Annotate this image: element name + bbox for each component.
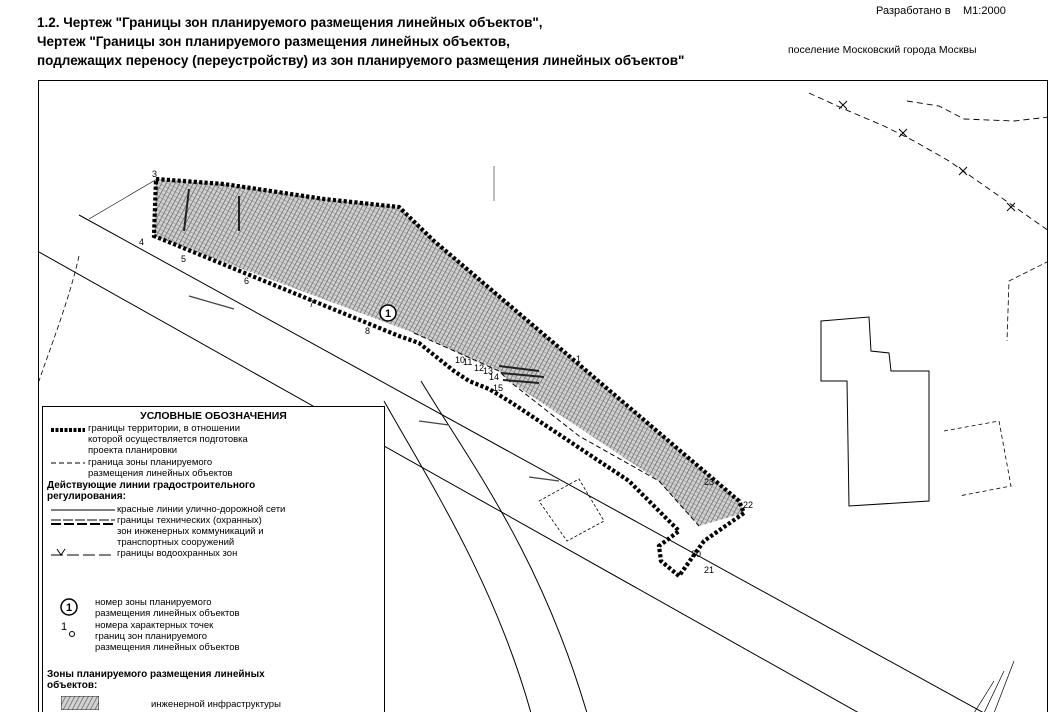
legend-points-line-2: границ зон планируемого xyxy=(95,631,208,642)
legend-infrastructure-label: инженерной инфраструктуры xyxy=(151,699,281,710)
legend-section-regulation-2: регулирования: xyxy=(47,491,126,502)
legend-territory-symbol xyxy=(51,427,85,433)
title-line-3: подлежащих переносу (переустройству) из зон планируемого размещения линейных объектов" xyxy=(37,53,685,68)
legend-zone-number-symbol xyxy=(59,597,79,617)
scale-label: М1:2000 xyxy=(963,5,1006,17)
point-label-10: 10 xyxy=(455,355,466,365)
legend-zone-boundary-line-2: размещения линейных объектов xyxy=(88,468,233,479)
settlement-label: поселение Московский города Москвы xyxy=(788,44,977,56)
title-line-1: 1.2. Чертеж "Границы зон планируемого размещения линейных объектов", xyxy=(37,15,543,30)
developed-in-label: Разработано в xyxy=(876,5,951,17)
small-structure xyxy=(539,479,604,541)
point-label-5: 5 xyxy=(181,254,187,264)
legend-technical-line-3: транспортных сооружений xyxy=(117,537,235,548)
legend-zone-boundary-line-1: граница зоны планируемого xyxy=(88,457,213,468)
legend-zone-number-line-1: номер зоны планируемого xyxy=(95,597,212,608)
legend-title: УСЛОВНЫЕ ОБОЗНАЧЕНИЯ xyxy=(140,410,287,422)
legend-points-line-3: размещения линейных объектов xyxy=(95,642,240,653)
legend-technical-symbol xyxy=(51,517,115,527)
point-label-6: 6 xyxy=(244,276,250,286)
legend-panel xyxy=(42,406,385,712)
zone-number-label: 1 xyxy=(384,308,392,320)
building-outline-2 xyxy=(944,421,1011,496)
curved-road xyxy=(384,401,531,712)
point-label-13: 13 xyxy=(483,366,494,376)
legend-section-zones-1: Зоны планируемого размещения линейных xyxy=(47,669,265,680)
legend-red-lines-symbol xyxy=(51,507,115,513)
legend-territory-line-2: которой осуществляется подготовка xyxy=(88,434,248,445)
building-outline-1 xyxy=(821,317,929,506)
legend-technical-line-1: границы технических (охранных) xyxy=(117,515,262,526)
point-label-8: 8 xyxy=(365,326,371,336)
legend-zone-number-line-2: размещения линейных объектов xyxy=(95,608,240,619)
water-boundary-line-1 xyxy=(809,93,1048,231)
legend-red-lines-label: красные линии улично-дорожной сети xyxy=(117,504,286,515)
legend-points-line-1: номера характерных точек xyxy=(95,620,214,631)
point-label-12: 12 xyxy=(474,363,485,373)
point-label-14: 14 xyxy=(489,372,500,382)
legend-points-symbol-number: 1 xyxy=(61,621,68,633)
legend-section-regulation-1: Действующие линии градостроительного xyxy=(47,480,256,491)
point-label-4: 4 xyxy=(139,237,145,247)
legend-section-zones-2: объектов: xyxy=(47,680,98,691)
left-dashed-line xyxy=(39,256,79,381)
point-label-1: 1 xyxy=(576,354,582,364)
right-boundary-line xyxy=(1007,261,1048,341)
legend-infrastructure-symbol xyxy=(61,696,99,710)
title-line-2: Чертеж "Границы зон планируемого размещения линейных объектов, xyxy=(37,34,510,49)
point-label-22: 22 xyxy=(743,500,754,510)
point-label-3: 3 xyxy=(152,169,158,179)
point-label-21: 21 xyxy=(704,565,715,575)
water-boundary-line-2 xyxy=(907,101,1048,121)
legend-zone-boundary-symbol xyxy=(51,460,85,466)
legend-zone-number-symbol-text: 1 xyxy=(65,602,73,614)
point-label-11: 11 xyxy=(463,357,473,367)
bottom-right-lines xyxy=(974,661,1014,712)
point-label-20: 20 xyxy=(691,549,702,559)
point-label-23: 23 xyxy=(704,477,715,487)
legend-water-symbol xyxy=(51,547,115,557)
point-label-15: 15 xyxy=(493,383,504,393)
road-edge-top-left xyxy=(89,179,157,219)
legend-points-symbol xyxy=(67,629,77,639)
water-boundary-crosses xyxy=(839,101,1015,211)
legend-territory-line-3: проекта планировки xyxy=(88,445,178,456)
legend-technical-line-2: зон инженерных коммуникаций и xyxy=(117,526,264,537)
legend-territory-line-1: границы территории, в отношении xyxy=(88,423,241,434)
legend-water-label: границы водоохранных зон xyxy=(117,548,238,559)
point-label-7: 7 xyxy=(309,299,315,309)
